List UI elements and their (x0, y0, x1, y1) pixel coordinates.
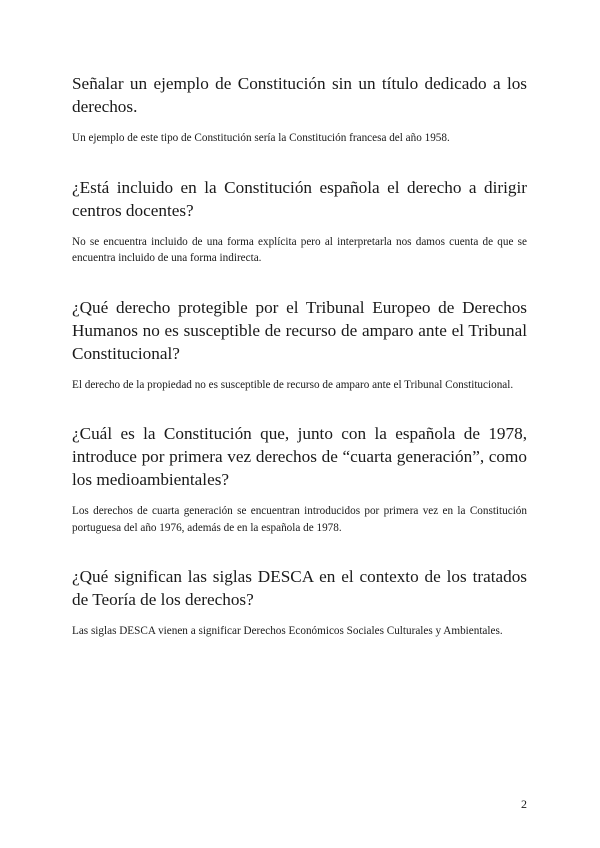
page-number: 2 (521, 797, 527, 811)
qa-item (72, 296, 527, 394)
qa-item (72, 565, 527, 640)
question-heading: ¿Está incluido en la Constitución española el derecho a dirigir centros docentes? (72, 177, 527, 220)
answer-text: No se encuentra incluido de una forma explícita pero al interpretarla nos damos cuenta de que se encuentra incluido de una forma indirecta. (72, 235, 527, 264)
question-heading: ¿Qué derecho protegible por el Tribunal Europeo de Derechos Humanos no es susceptible de recurso de amparo ante el Tribunal Constitucional? (72, 297, 527, 363)
qa-item (72, 176, 527, 267)
qa-item (72, 422, 527, 536)
question-heading: ¿Cuál es la Constitución que, junto con la española de 1978, introduce por primera vez derechos de “cuarta generación”, como los medioambientales? (72, 424, 527, 489)
answer-text: Las siglas DESCA vienen a significar Derechos Económicos Sociales Culturales y Ambientales. (72, 625, 503, 637)
qa-item (72, 72, 527, 147)
question-heading: Señalar un ejemplo de Constitución sin un título dedicado a los derechos. (72, 74, 527, 116)
question-heading: ¿Qué significan las siglas DESCA en el contexto de los tratados de Teoría de los derechos? (72, 567, 527, 609)
answer-text: Los derechos de cuarta generación se encuentran introducidos por primera vez en la Constitución portuguesa del año 1976, además de en la española de 1978. (72, 505, 527, 534)
answer-text: Un ejemplo de este tipo de Constitución sería la Constitución francesa del año 1958. (72, 132, 450, 144)
document-page (72, 72, 527, 640)
answer-text: El derecho de la propiedad no es susceptible de recurso de amparo ante el Tribunal Constitucional. (72, 378, 514, 391)
